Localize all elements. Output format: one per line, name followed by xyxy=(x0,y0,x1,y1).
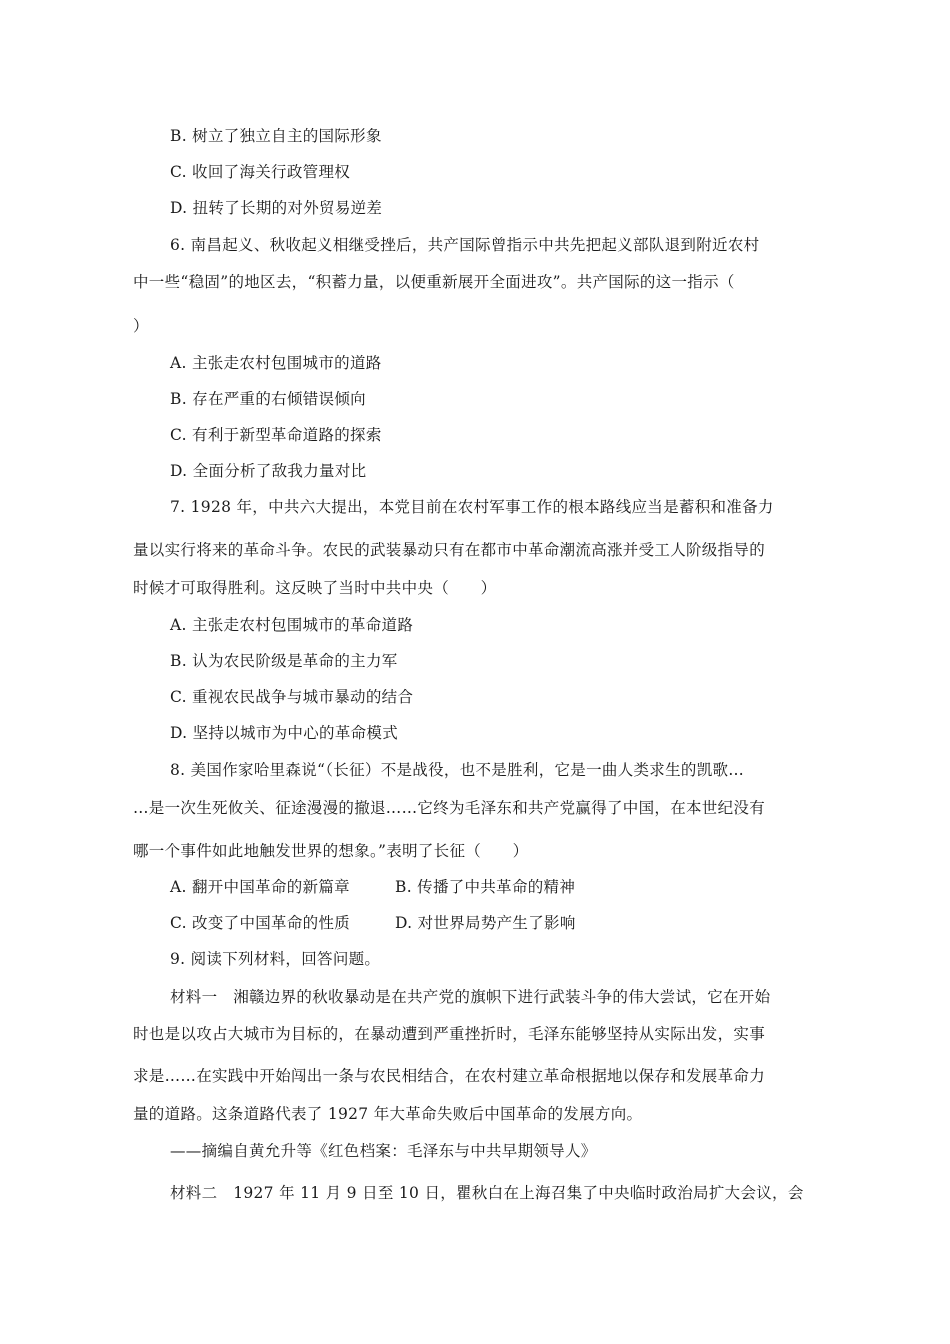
q6-stem-line-3: ） xyxy=(133,317,149,335)
q7-stem-line-2: 量以实行将来的革命斗争。农民的武装暴动只有在都市中革命潮流高涨并受工人阶级指导的 xyxy=(133,541,766,559)
q8-stem-line-1: 8. 美国作家哈里森说“（长征）不是战役，也不是胜利，它是一曲人类求生的凯歌… xyxy=(170,761,745,779)
q7-option-c: C. 重视农民战争与城市暴动的结合 xyxy=(170,688,414,706)
q6-option-d: D. 全面分析了敌我力量对比 xyxy=(170,462,367,480)
q5-option-c: C. 收回了海关行政管理权 xyxy=(170,163,351,181)
q7-stem-line-3: 时候才可取得胜利。这反映了当时中共中央（ ） xyxy=(133,579,497,597)
q8-option-b: B. 传播了中共革命的精神 xyxy=(395,878,576,896)
q5-option-d: D. 扭转了长期的对外贸易逆差 xyxy=(170,199,383,217)
q7-option-d: D. 坚持以城市为中心的革命模式 xyxy=(170,724,399,742)
q5-option-b: B. 树立了独立自主的国际形象 xyxy=(170,127,382,145)
material-1-source: ——摘编自黄允升等《红色档案：毛泽东与中共早期领导人》 xyxy=(170,1142,597,1160)
q7-stem-line-1: 7. 1928 年，中共六大提出，本党目前在农村军事工作的根本路线应当是蓄积和准备力 xyxy=(170,498,774,516)
q7-option-b: B. 认为农民阶级是革命的主力军 xyxy=(170,652,398,670)
q6-option-a: A. 主张走农村包围城市的道路 xyxy=(170,354,382,372)
q8-option-c: C. 改变了中国革命的性质 xyxy=(170,914,351,932)
q6-option-c: C. 有利于新型革命道路的探索 xyxy=(170,426,382,444)
material-1-line-1: 材料一 湘赣边界的秋收暴动是在共产党的旗帜下进行武装斗争的伟大尝试，它在开始 xyxy=(170,988,771,1006)
material-1-line-3: 求是……在实践中开始闯出一条与农民相结合，在农村建立革命根据地以保存和发展革命力 xyxy=(133,1067,766,1085)
q6-stem-line-2: 中一些“稳固”的地区去，“积蓄力量，以便重新展开全面进攻”。共产国际的这一指示（ xyxy=(133,273,735,291)
material-2-line-1: 材料二 1927 年 11 月 9 日至 10 日，瞿秋白在上海召集了中央临时政治局扩大会议，会 xyxy=(170,1184,804,1202)
q6-stem-line-1: 6. 南昌起义、秋收起义相继受挫后，共产国际曾指示中共先把起义部队退到附近农村 xyxy=(170,236,760,254)
q8-option-a: A. 翻开中国革命的新篇章 xyxy=(170,878,350,896)
q8-stem-line-3: 哪一个事件如此地触发世界的想象。”表明了长征（ ） xyxy=(133,842,529,860)
material-1-line-4: 量的道路。这条道路代表了 1927 年大革命失败后中国革命的发展方向。 xyxy=(133,1105,643,1123)
material-1-line-2: 时也是以攻占大城市为目标的，在暴动遭到严重挫折时，毛泽东能够坚持从实际出发，实事 xyxy=(133,1025,766,1043)
q9-stem: 9. 阅读下列材料，回答问题。 xyxy=(170,950,381,968)
q7-option-a: A. 主张走农村包围城市的革命道路 xyxy=(170,616,414,634)
q8-stem-line-2: …是一次生死攸关、征途漫漫的撤退……它终为毛泽东和共产党赢得了中国，在本世纪没有 xyxy=(133,799,766,817)
q8-option-d: D. 对世界局势产生了影响 xyxy=(395,914,576,932)
q6-option-b: B. 存在严重的右倾错误倾向 xyxy=(170,390,366,408)
